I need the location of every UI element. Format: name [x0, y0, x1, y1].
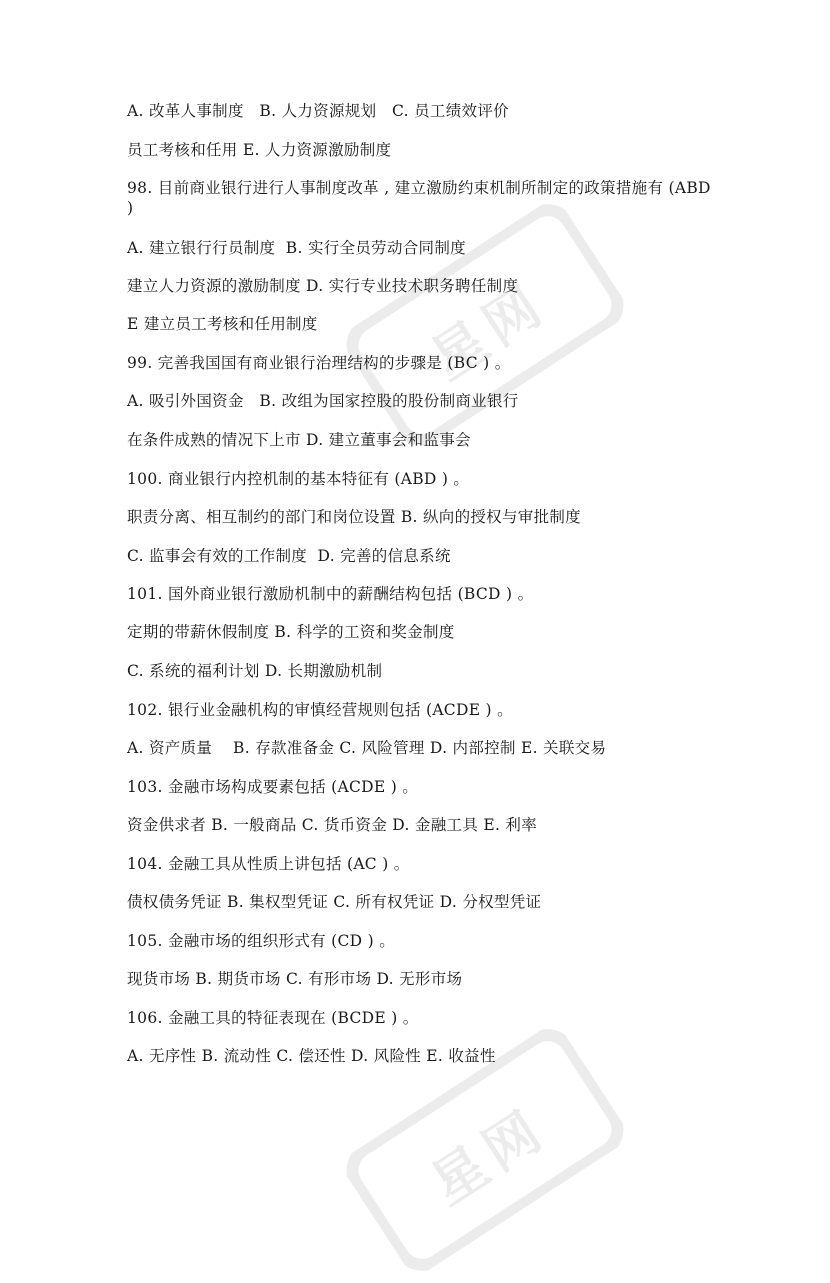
answer-options-line: A. 改革人事制度 B. 人力资源规划 C. 员工绩效评价 — [127, 102, 509, 120]
question-104: 104. 金融工具从性质上讲包括 (AC ) 。 — [127, 855, 410, 873]
answer-options-line: 债权债务凭证 B. 集权型凭证 C. 所有权凭证 D. 分权型凭证 — [127, 893, 542, 911]
question-106: 106. 金融工具的特征表现在 (BCDE ) 。 — [127, 1009, 419, 1027]
answer-options-line: A. 吸引外国资金 B. 改组为国家控股的股份制商业银行 — [127, 392, 519, 410]
question-100: 100. 商业银行内控机制的基本特征有 (ABD ) 。 — [127, 470, 470, 488]
question-101: 101. 国外商业银行激励机制中的薪酬结构包括 (BCD ) 。 — [127, 585, 534, 603]
answer-options-line: A. 资产质量 B. 存款准备金 C. 风险管理 D. 内部控制 E. 关联交易 — [127, 739, 607, 757]
answer-options-line: A. 建立银行行员制度 B. 实行全员劳动合同制度 — [127, 239, 466, 257]
answer-options-line: C. 系统的福利计划 D. 长期激励机制 — [127, 662, 383, 680]
answer-options-line: 定期的带薪休假制度 B. 科学的工资和奖金制度 — [127, 623, 455, 641]
answer-options-line: 职责分离、相互制约的部门和岗位设置 B. 纵向的授权与审批制度 — [127, 508, 581, 526]
answer-options-line: A. 无序性 B. 流动性 C. 偿还性 D. 风险性 E. 收益性 — [127, 1047, 496, 1065]
answer-options-line: 员工考核和任用 E. 人力资源激励制度 — [127, 141, 392, 159]
question-103: 103. 金融市场构成要素包括 (ACDE ) 。 — [127, 778, 419, 796]
answer-options-line: C. 监事会有效的工作制度 D. 完善的信息系统 — [127, 547, 451, 565]
question-102: 102. 银行业金融机构的审慎经营规则包括 (ACDE ) 。 — [127, 701, 513, 719]
question-98: 98. 目前商业银行进行人事制度改革 , 建立激励约束机制所制定的政策措施有 (ABD ) — [127, 179, 711, 217]
watermark-stamp-icon — [338, 195, 632, 454]
question-105: 105. 金融市场的组织形式有 (CD ) 。 — [127, 932, 396, 950]
answer-options-line: 建立人力资源的激励制度 D. 实行专业技术职务聘任制度 — [127, 277, 519, 295]
answer-options-line: 资金供求者 B. 一般商品 C. 货币资金 D. 金融工具 E. 利率 — [127, 816, 538, 834]
question-99: 99. 完善我国国有商业银行治理结构的步骤是 (BC ) 。 — [127, 354, 511, 372]
answer-options-line: 现货市场 B. 期货市场 C. 有形市场 D. 无形市场 — [127, 970, 463, 988]
watermark-text: 星网 — [419, 271, 559, 392]
watermark-text: 星网 — [419, 1096, 559, 1217]
answer-options-line: E 建立员工考核和任用制度 — [127, 315, 318, 333]
answer-options-line: 在条件成熟的情况下上市 D. 建立董事会和监事会 — [127, 431, 471, 449]
